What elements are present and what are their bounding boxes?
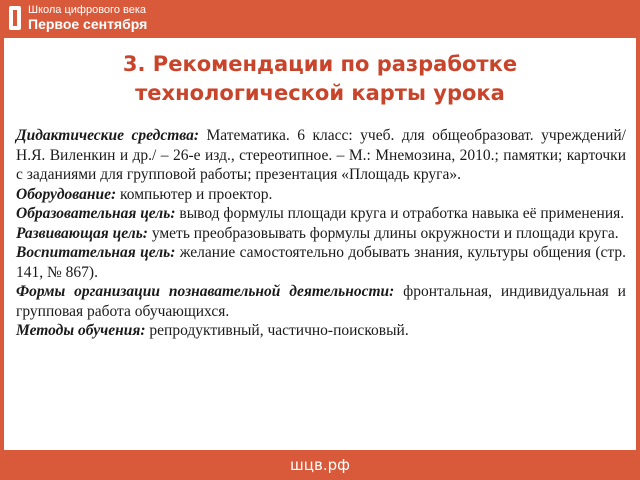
item-teaching-methods xyxy=(16,321,626,341)
slide-title-line-1: 3. Рекомендации по разработке xyxy=(122,52,518,76)
slide-title-line-2: технологической карты урока xyxy=(135,81,505,105)
item-term: Формы организации познавательной деятельности: xyxy=(16,283,395,300)
item-text: уметь преобразовывать формулы длины окружности и площади круга. xyxy=(147,224,619,242)
header-bar xyxy=(0,0,640,38)
slide-content xyxy=(16,126,626,341)
item-equipment xyxy=(16,185,626,205)
item-organization-forms xyxy=(16,282,626,321)
item-text: репродуктивный, частично-поисковый. xyxy=(145,322,409,339)
item-upbringing-goal xyxy=(16,243,626,282)
slide-body xyxy=(4,38,636,450)
logo-mark-icon xyxy=(8,5,22,31)
item-text: фронтальная, индивидуальная и групповая работа обучающихся. xyxy=(16,283,626,320)
footer-site-link[interactable]: шцв.рф xyxy=(290,456,350,474)
item-didactic-means xyxy=(16,126,626,185)
logo-line-2: Первое сентября xyxy=(28,15,148,32)
slide-title xyxy=(4,50,636,108)
item-text: вывод формулы площади круга и отработка навыка её применения. xyxy=(175,205,625,222)
item-text: желание самостоятельно добывать знания, культуры общения (стр. 141, № 867). xyxy=(16,244,626,281)
item-educational-goal xyxy=(16,204,626,224)
item-term: Методы обучения: xyxy=(16,322,146,339)
item-developmental-goal xyxy=(16,224,626,244)
item-term: Дидактические средства: xyxy=(16,127,199,144)
item-term: Развивающая цель: xyxy=(16,224,148,242)
logo-line-1: Школа цифрового века xyxy=(28,4,147,16)
item-term: Образовательная цель: xyxy=(16,205,176,222)
logo-text xyxy=(28,5,147,31)
footer-bar xyxy=(0,450,640,480)
brand-logo xyxy=(8,5,147,31)
item-text: компьютер и проектор. xyxy=(116,185,273,203)
item-term: Оборудование: xyxy=(16,185,117,203)
item-term: Воспитательная цель: xyxy=(16,244,176,261)
item-text: Математика. 6 класс: учеб. для общеобразоват. учреждений/ Н.Я. Виленкин и др./ – 26-е изд., стереотипное. – М.: Мнемозина, 2010.; памятки; карточки с заданиями для групповой работы; презентация «Площадь круга». xyxy=(16,127,626,183)
